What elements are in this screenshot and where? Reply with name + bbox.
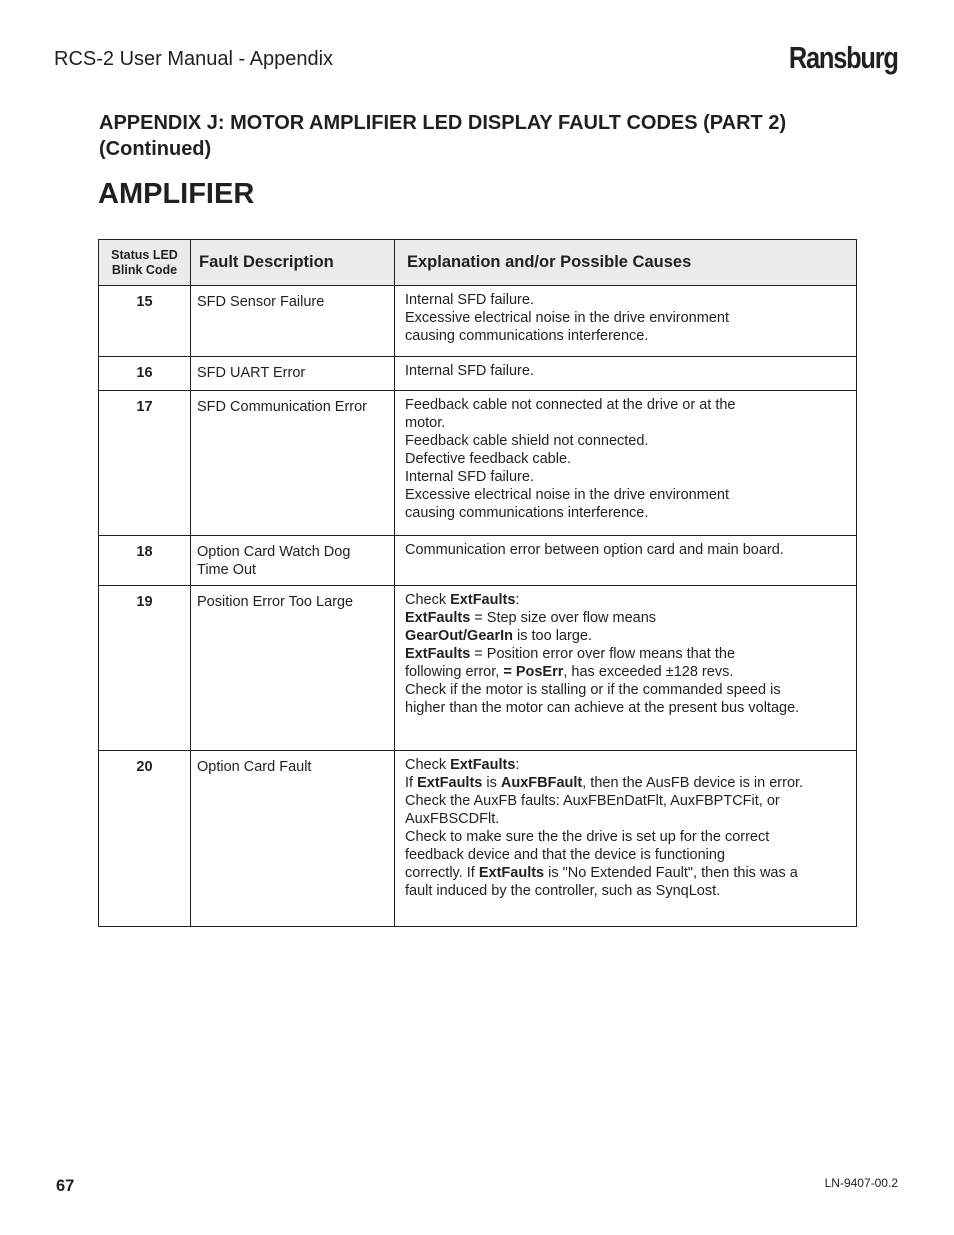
fault-description-cell: SFD Communication Error: [191, 391, 395, 536]
header-fault-description: Fault Description: [191, 240, 395, 286]
appendix-title: APPENDIX J: MOTOR AMPLIFIER LED DISPLAY FAULT CODES (PART 2) (Continued): [99, 112, 787, 160]
blink-code-cell: 17: [99, 391, 191, 536]
header-explanation: Explanation and/or Possible Causes: [395, 240, 857, 286]
section-title: AMPLIFIER: [98, 178, 255, 210]
fault-description-cell: Position Error Too Large: [191, 586, 395, 751]
blink-code-cell: 19: [99, 586, 191, 751]
document-number: LN-9407-00.2: [824, 1176, 898, 1190]
explanation-cell: Internal SFD failure.: [395, 357, 857, 391]
explanation-cell: Communication error between option card and main board.: [395, 536, 857, 586]
table-row: [99, 286, 857, 357]
explanation-cell: Check ExtFaults: If ExtFaults is AuxFBFault, then the AusFB device is in error. Check the AuxFB faults: AuxFBEnDatFlt, AuxFBPTCFit, or AuxFBSCDFlt. Check to make sure the the drive is set up for the correct feedback device and that the device is functioning correctly. If ExtFaults is "No Extended Fault", then this was a fault induced by the controller, such as SynqLost.: [395, 751, 857, 927]
header-blink-code: Status LED Blink Code: [99, 240, 191, 286]
fault-description-cell: SFD Sensor Failure: [191, 286, 395, 357]
table-row: [99, 751, 857, 927]
manual-title: RCS-2 User Manual - Appendix: [54, 48, 334, 70]
explanation-cell: Internal SFD failure. Excessive electrical noise in the drive environment causing communications interference.: [395, 286, 857, 357]
table-row: [99, 357, 857, 391]
blink-code-cell: 15: [99, 286, 191, 357]
explanation-cell: Check ExtFaults: ExtFaults = Step size over flow means GearOut/GearIn is too large. ExtFaults = Position error over flow means that the following error, = PosErr, has exceeded ±128 revs. Check if the motor is stalling or if the commanded speed is higher than the motor can achieve at the present bus voltage.: [395, 586, 857, 751]
fault-code-table: [98, 239, 857, 927]
table-row: [99, 391, 857, 536]
table-row: [99, 586, 857, 751]
blink-code-cell: 20: [99, 751, 191, 927]
table-row: [99, 536, 857, 586]
table-header-row: [99, 240, 857, 286]
blink-code-cell: 16: [99, 357, 191, 391]
page-number: 67: [56, 1177, 75, 1195]
explanation-cell: Feedback cable not connected at the drive or at the motor. Feedback cable shield not connected. Defective feedback cable. Internal SFD failure. Excessive electrical noise in the drive environment causing communications interference.: [395, 391, 857, 536]
brand-logo: Ransburg: [789, 40, 898, 75]
blink-code-cell: 18: [99, 536, 191, 586]
fault-description-cell: Option Card Watch Dog Time Out: [191, 536, 395, 586]
fault-description-cell: SFD UART Error: [191, 357, 395, 391]
fault-description-cell: Option Card Fault: [191, 751, 395, 927]
